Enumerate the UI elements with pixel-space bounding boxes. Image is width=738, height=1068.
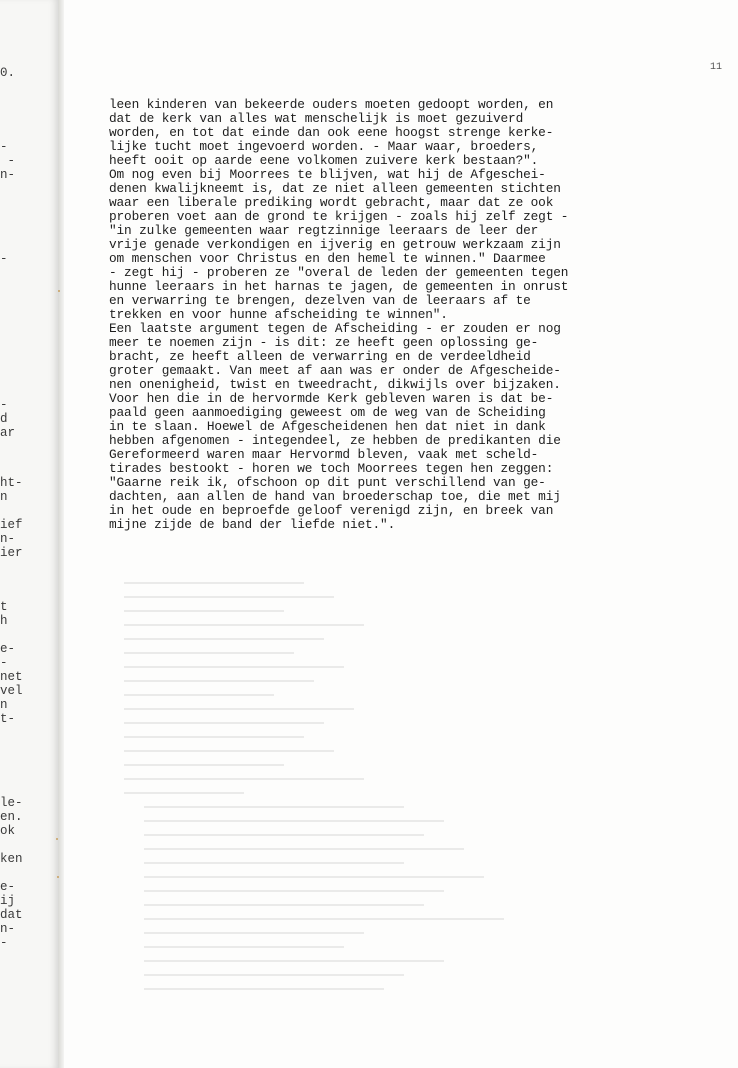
- text-line: in te slaan. Hoewel de Afgescheidenen hen dat niet in dank: [109, 419, 546, 434]
- ghost-line: [144, 932, 364, 934]
- ghost-line: [124, 652, 294, 654]
- left-page-fragment: en.: [0, 810, 23, 824]
- left-page-fragment: -: [0, 140, 8, 154]
- text-line: Gereformeerd waren maar Hervormd bleven, vaak met scheld-: [109, 447, 539, 462]
- ghost-line: [144, 848, 464, 850]
- left-page-fragment: d: [0, 412, 8, 426]
- left-page-fragment: -: [0, 154, 16, 168]
- text-line: mijne zijde de band der liefde niet.".: [109, 517, 396, 532]
- ghost-line: [124, 624, 364, 626]
- ghost-line: [144, 820, 444, 822]
- text-line: hunne leeraars in het harnas te jagen, de gemeenten in onrust: [109, 279, 569, 294]
- text-line: trekken en voor hunne afscheiding te winnen".: [109, 307, 448, 322]
- text-line: dachten, aan allen de hand van broederschap toe, die met mij: [109, 489, 561, 504]
- left-page-fragment: dat: [0, 908, 23, 922]
- text-line: tirades bestookt - horen we toch Moorrees tegen hen zeggen:: [109, 461, 554, 476]
- ghost-line: [124, 764, 284, 766]
- text-line: leen kinderen van bekeerde ouders moeten gedoopt worden, en: [109, 97, 554, 112]
- ghost-line: [144, 960, 444, 962]
- ghost-line: [144, 834, 424, 836]
- left-page-fragment: le-: [0, 796, 23, 810]
- left-page-fragment: t: [0, 600, 8, 614]
- left-page-fragment: ij: [0, 894, 16, 908]
- ghost-line: [144, 862, 404, 864]
- text-line: lijke tucht moet ingevoerd worden. - Maar waar, broeders,: [109, 139, 539, 154]
- ghost-line: [144, 876, 484, 878]
- body-text: [109, 98, 729, 532]
- ghost-line: [124, 582, 304, 584]
- left-page-fragment: vel: [0, 684, 23, 698]
- text-line: meer te noemen zijn - is dit: ze heeft geen oplossing ge-: [109, 335, 539, 350]
- text-line: worden, en tot dat einde dan ook eene hoogst strenge kerke-: [109, 125, 554, 140]
- ghost-line: [124, 722, 324, 724]
- text-line: in het oude en beproefde geloof verenigd zijn, en breek van: [109, 503, 554, 518]
- text-line: Om nog even bij Moorrees te blijven, wat hij de Afgeschei-: [109, 167, 546, 182]
- ghost-line: [124, 680, 314, 682]
- ghost-line: [124, 610, 284, 612]
- left-page-fragment: -: [0, 252, 8, 266]
- left-page-fragment: net: [0, 670, 23, 684]
- left-page-fragment: ken: [0, 852, 23, 866]
- ghost-line: [144, 988, 384, 990]
- left-page-fragment: ier: [0, 546, 23, 560]
- left-page-fragment: n-: [0, 532, 16, 546]
- text-line: groter gemaakt. Van meet af aan was er onder de Afgescheide-: [109, 363, 561, 378]
- text-line: Voor hen die in de hervormde Kerk gebleven waren is dat be-: [109, 391, 554, 406]
- left-page-fragment: 0.: [0, 66, 16, 80]
- ghost-line: [144, 806, 404, 808]
- left-page-fragment: h: [0, 614, 8, 628]
- text-line: - zegt hij - proberen ze "overal de leden der gemeenten tegen: [109, 265, 569, 280]
- ghost-line: [144, 904, 424, 906]
- paper-speck: [58, 290, 60, 292]
- reverse-side-show-through: [124, 582, 684, 1012]
- left-page-fragment: n-: [0, 922, 16, 936]
- ghost-line: [124, 736, 304, 738]
- left-page-fragment: e-: [0, 880, 16, 894]
- ghost-line: [124, 666, 344, 668]
- ghost-line: [124, 750, 334, 752]
- left-page-fragment: -: [0, 398, 8, 412]
- left-page-edge: [0, 0, 59, 1068]
- ghost-line: [124, 596, 334, 598]
- text-line: "in zulke gemeenten waar regtzinnige leeraars de leer der: [109, 223, 539, 238]
- text-line: Een laatste argument tegen de Afscheiding - er zouden er nog: [109, 321, 561, 336]
- text-line: hebben afgenomen - integendeel, ze hebben de predikanten die: [109, 433, 561, 448]
- page-number: 11: [710, 62, 723, 73]
- left-page-fragment: n-: [0, 168, 16, 182]
- left-page-fragment: ok: [0, 824, 16, 838]
- left-page-fragment: ar: [0, 426, 16, 440]
- text-line: vrije genade verkondigen en ijverig en getrouw werkzaam zijn: [109, 237, 561, 252]
- ghost-line: [144, 974, 404, 976]
- text-line: nen onenigheid, twist en tweedracht, dikwijls over bijzaken.: [109, 377, 561, 392]
- ghost-line: [124, 638, 324, 640]
- text-line: "Gaarne reik ik, ofschoon op dit punt verschillend van ge-: [109, 475, 546, 490]
- ghost-line: [144, 890, 444, 892]
- ghost-line: [144, 946, 344, 948]
- left-page-fragment: n: [0, 490, 8, 504]
- text-line: proberen voet aan de grond te krijgen - zoals hij zelf zegt -: [109, 209, 569, 224]
- left-page-fragment: n: [0, 698, 8, 712]
- text-line: om menschen voor Christus en den hemel te winnen." Daarmee: [109, 251, 546, 266]
- ghost-line: [124, 694, 274, 696]
- ghost-line: [124, 708, 354, 710]
- ghost-line: [124, 778, 364, 780]
- left-page-fragment: ht-: [0, 476, 23, 490]
- left-page-fragment: ief: [0, 518, 23, 532]
- paper-speck: [57, 876, 59, 878]
- text-line: bracht, ze heeft alleen de verwarring en de verdeeldheid: [109, 349, 531, 364]
- left-page-fragment: t-: [0, 712, 16, 726]
- text-line: dat de kerk van alles wat menschelijk is moet gezuiverd: [109, 111, 524, 126]
- ghost-line: [124, 792, 244, 794]
- ghost-line: [144, 918, 504, 920]
- text-line: paald geen aanmoediging geweest om de weg van de Scheiding: [109, 405, 546, 420]
- text-line: en verwarring te brengen, dezelven van de leeraars af te: [109, 293, 531, 308]
- left-page-fragment: e-: [0, 642, 16, 656]
- text-line: heeft ooit op aarde eene volkomen zuivere kerk bestaan?".: [109, 153, 539, 168]
- left-page-fragment: -: [0, 656, 8, 670]
- text-line: denen kwalijkneemt is, dat ze niet alleen gemeenten stichten: [109, 181, 561, 196]
- main-page: [64, 0, 738, 1068]
- paper-speck: [56, 838, 58, 840]
- text-line: waar een liberale prediking wordt gebracht, maar dat ze ook: [109, 195, 554, 210]
- left-page-fragment: -: [0, 936, 8, 950]
